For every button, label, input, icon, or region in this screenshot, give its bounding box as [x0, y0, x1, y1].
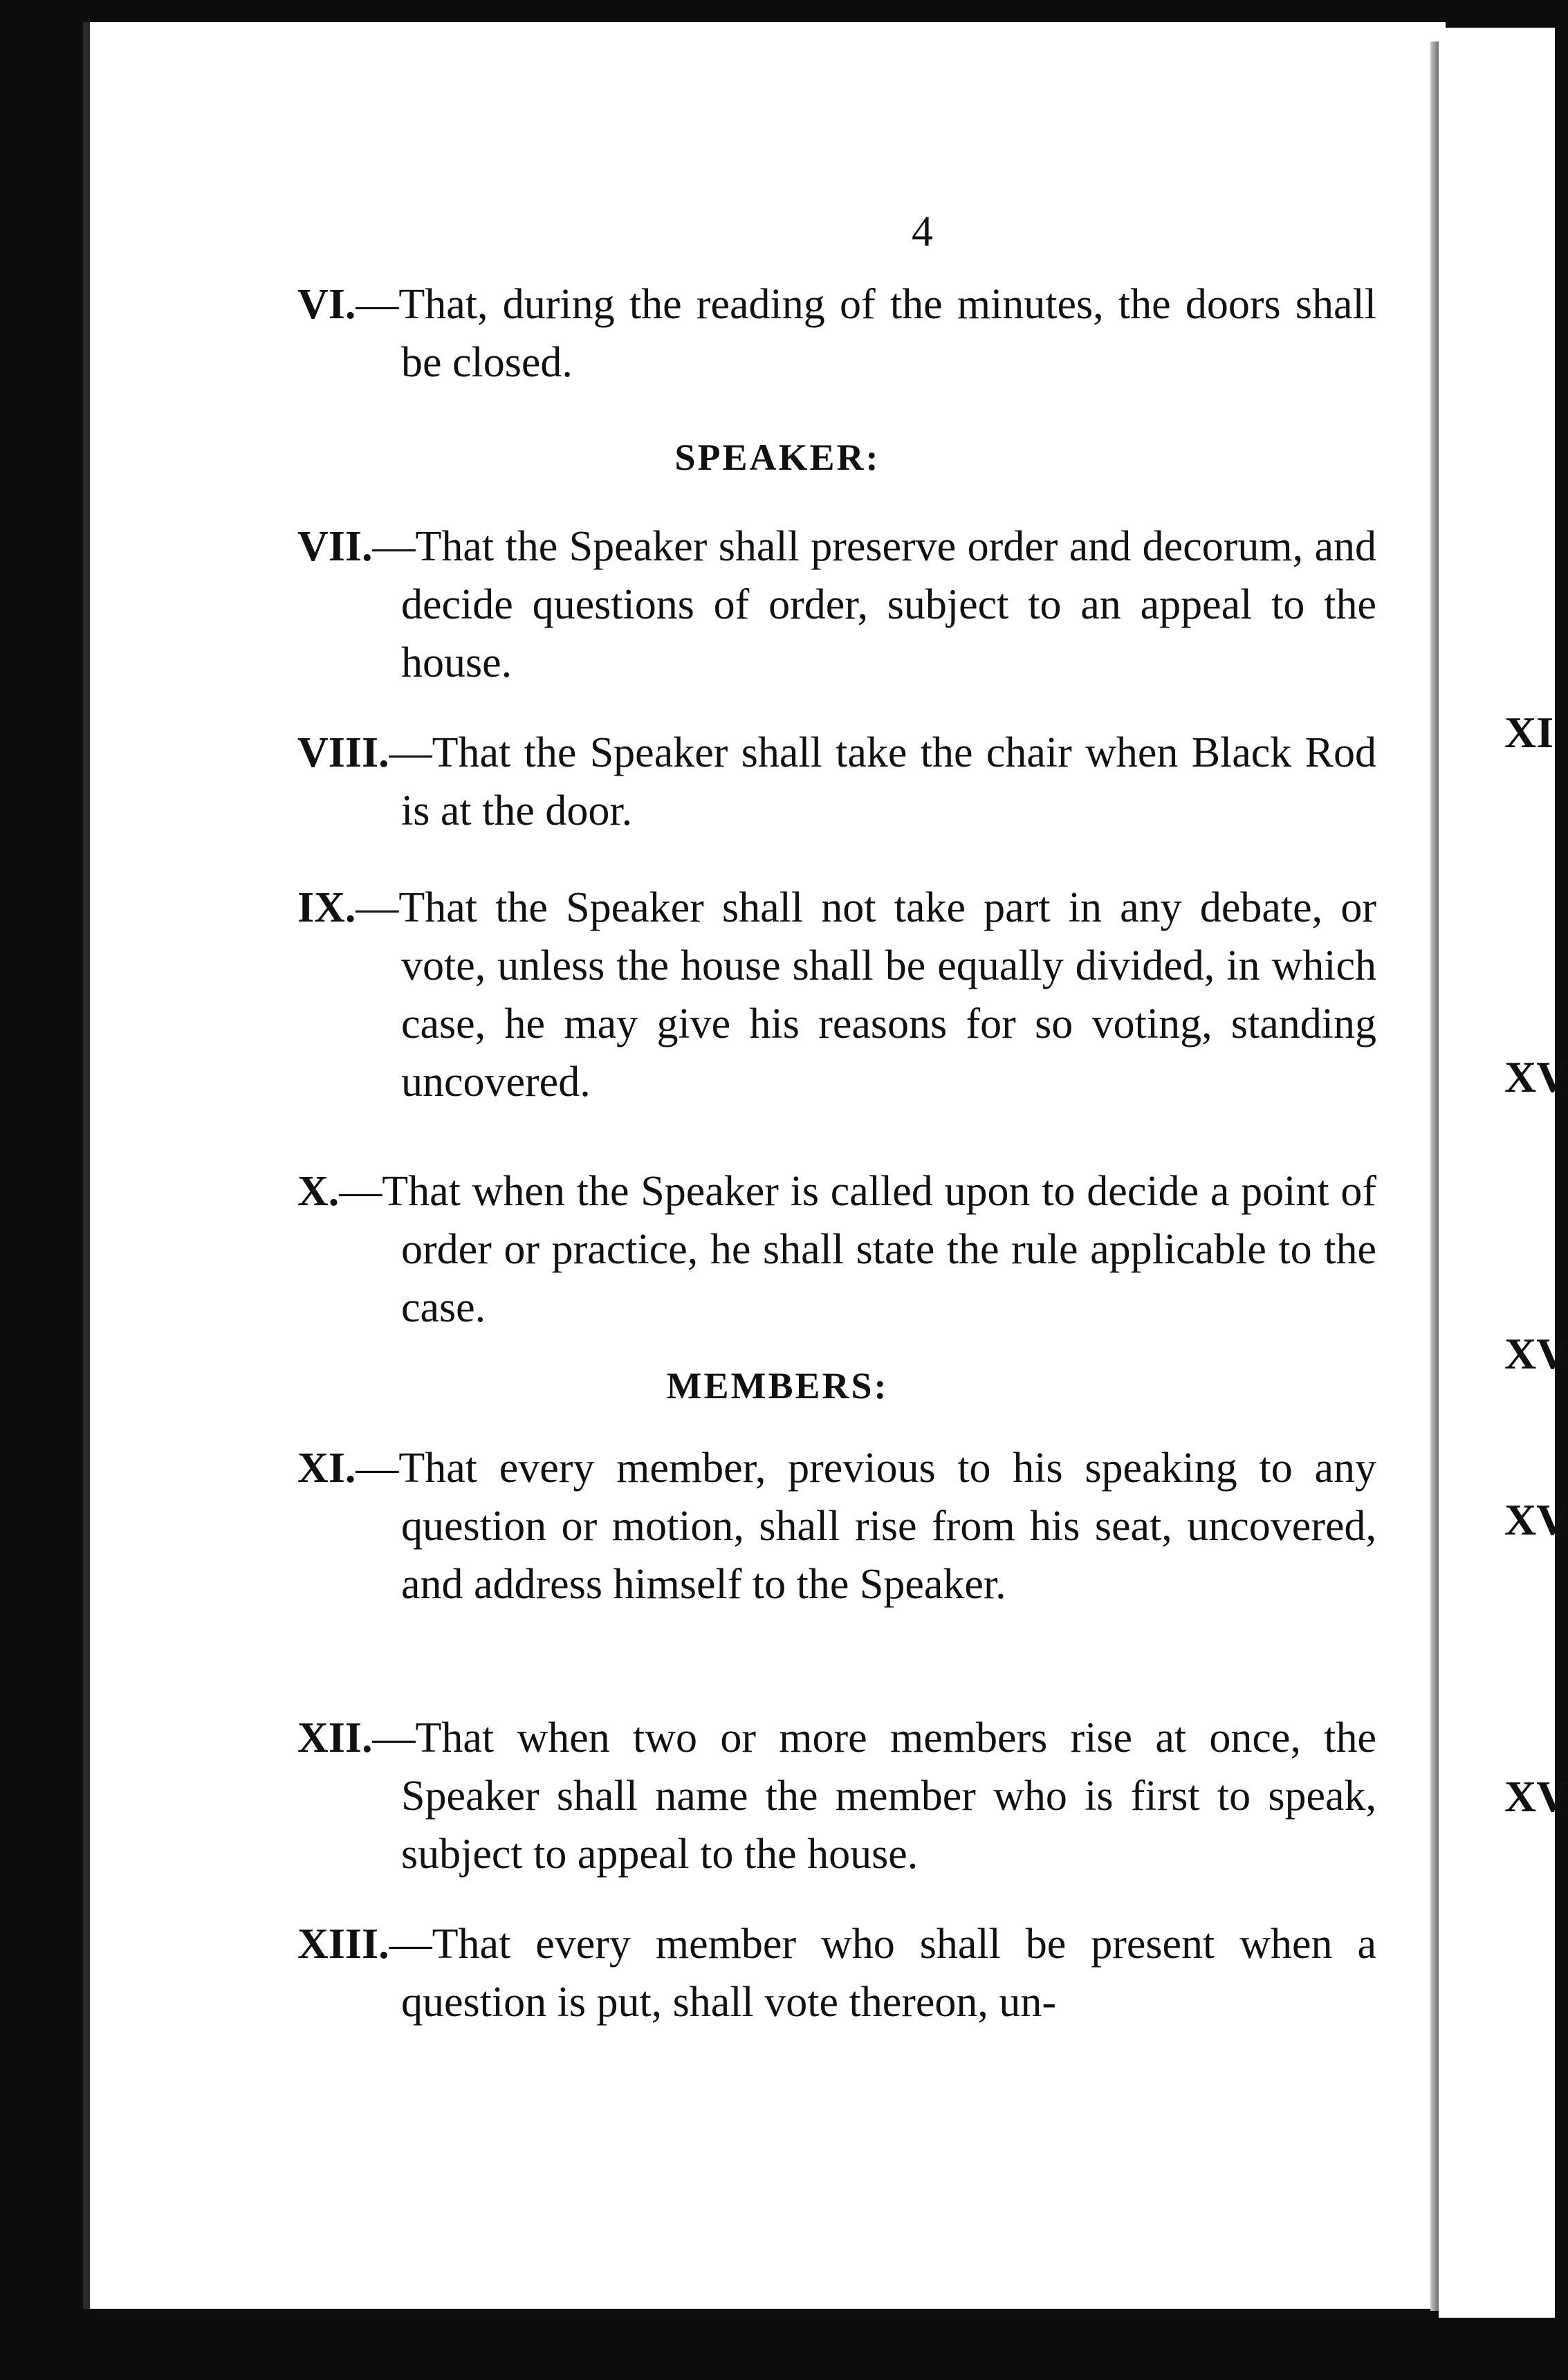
facing-page-fragment: XV	[1504, 1329, 1568, 1378]
rule-ix	[297, 879, 1376, 1111]
facing-page-edge	[1439, 28, 1568, 2318]
facing-page-fragment: XI	[1504, 708, 1554, 757]
rule-number: XII.	[297, 1714, 373, 1761]
rule-number: XIII.	[297, 1921, 389, 1968]
rule-number: VIII.	[297, 729, 389, 776]
rule-text: —That, during the reading of the minutes, the doors shall be closed.	[356, 281, 1376, 386]
rule-text: —That every member, previous to his speaking to any question or motion, shall rise from his seat, uncovered, and address himself to the Speaker.	[356, 1445, 1376, 1608]
facing-page-fragment: XV	[1504, 1772, 1568, 1821]
rule-text: —That the Speaker shall take the chair when Black Rod is at the door.	[389, 729, 1376, 834]
rule-text: —That when the Speaker is called upon to decide a point of order or practice, he shall state the rule applicable to the case.	[339, 1168, 1376, 1331]
rule-vi	[297, 275, 1376, 392]
facing-page-fragment: XV	[1504, 1052, 1568, 1101]
facing-page-fragment: XV	[1504, 1495, 1568, 1544]
rule-number: X.	[297, 1168, 340, 1215]
page-edge-shadow	[1430, 42, 1439, 2311]
rule-xiii	[297, 1915, 1376, 2031]
rule-number: VII.	[297, 523, 373, 570]
rule-x	[297, 1162, 1376, 1337]
rule-number: IX.	[297, 884, 356, 931]
rule-text: —That the Speaker shall preserve order and decorum, and decide questions of order, subject to an appeal to the house.	[372, 523, 1376, 686]
rule-text: —That the Speaker shall not take part in any debate, or vote, unless the house shall be equally divided, in which case, he may give his reasons for so voting, standing uncovered.	[356, 884, 1376, 1106]
rule-xi	[297, 1439, 1376, 1613]
rule-text: —That when two or more members rise at once, the Speaker shall name the member who is first to speak, subject to appeal to the house.	[372, 1714, 1376, 1878]
section-heading-speaker: SPEAKER:	[674, 437, 880, 478]
section-heading-members: MEMBERS:	[666, 1365, 889, 1407]
rule-number: VI.	[297, 281, 356, 328]
page-number: 4	[912, 208, 933, 255]
rule-text: —That every member who shall be present when a question is put, shall vote thereon, un-	[389, 1921, 1376, 2026]
rule-number: XI.	[297, 1445, 356, 1492]
rule-vii	[297, 518, 1376, 692]
rule-viii	[297, 724, 1376, 840]
rule-xii	[297, 1709, 1376, 1883]
